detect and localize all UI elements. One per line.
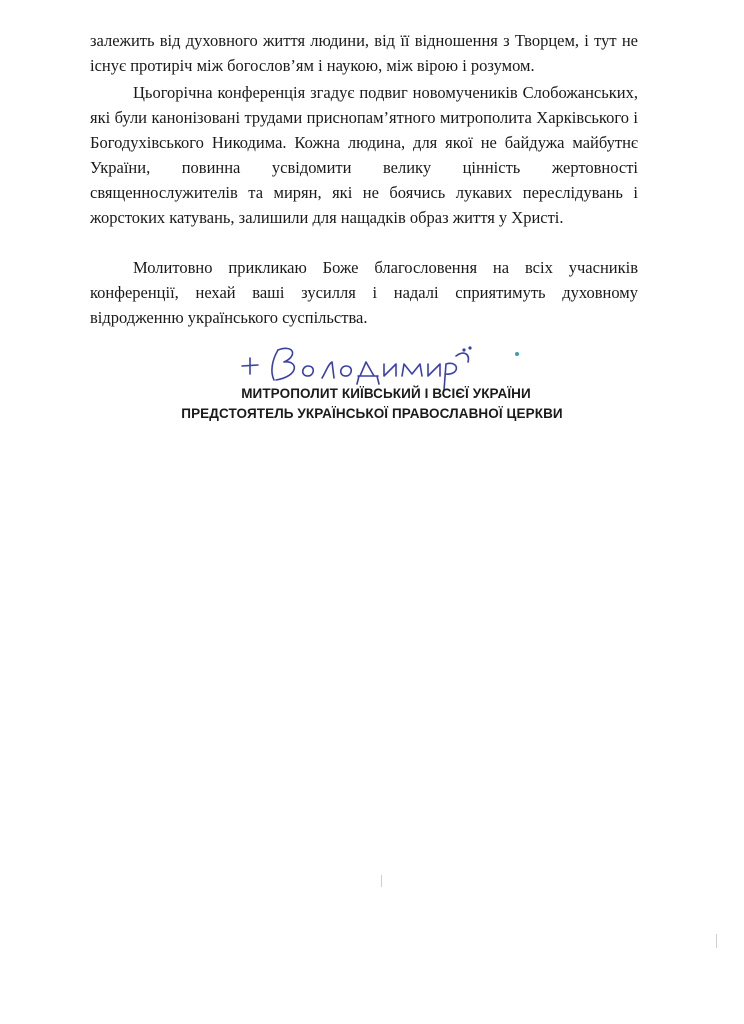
scan-artifact (716, 934, 717, 948)
paragraph-continuation: залежить від духовного життя людини, від її відношення з Творцем, і тут не існує протиріч між богослов’ям і наукою, між вірою і розумом. (90, 31, 638, 75)
paragraph-blessing: Молитовно прикликаю Боже благословення на всіх учасників конференції, нехай ваші зусилля і надалі сприятимуть духовному відродженню українського суспільства. (90, 258, 638, 327)
signatory-position: ПРЕДСТОЯТЕЛЬ УКРАЇНСЬКОЇ ПРАВОСЛАВНОЇ ЦЕРКВИ (181, 406, 563, 421)
paragraph-conference: Цьогорічна конференція згадує подвиг новомучеників Слобожанських, які були канонізовані трудами приснопам’ятного митрополита Харківського і Богодухівського Никодима. Кожна людина, для якої не байдужа майбутнє України, повинна усвідомити велику цінність жертовності священнослужителів та мирян, які не боячись лукавих переслідувань і жорстоких катувань, залишили для нащадків образ життя у Христі. (90, 83, 638, 227)
signatory-title: МИТРОПОЛИТ КИЇВСЬКИЙ І ВСІЄЇ УКРАЇНИ (241, 386, 531, 401)
ink-dot (515, 352, 519, 356)
scan-artifact (381, 875, 382, 887)
